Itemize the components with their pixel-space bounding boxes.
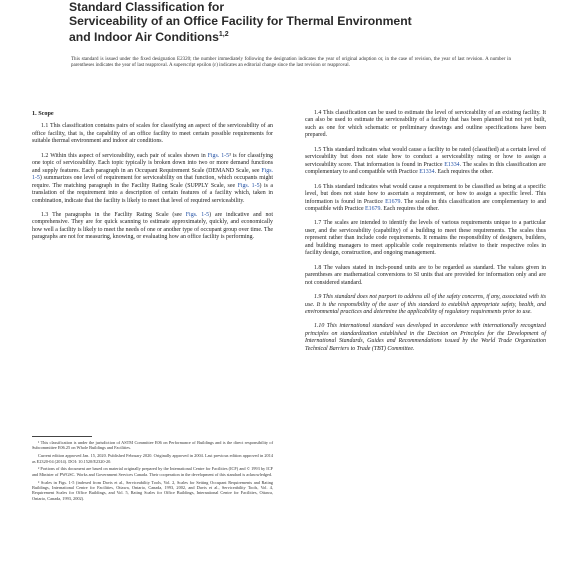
paragraph-text: 1.5 This standard indicates what would cause a facility to be rated (classified) at a certain level of serviceability but does not state how to conduct a serviceability rating or how to assign a serviceability score. That information is found in Practice [305, 146, 546, 168]
footnote: ² Portions of this document are based on material originally prepared by the International Centre for Facilities (ICF) and © 1993 by ICF and Minister of PWGSC. Works and Government Services Canada. Their cooperation in the development of this standard is acknowledged. [32, 466, 273, 477]
paragraph [305, 110, 546, 140]
paragraph [32, 123, 273, 145]
left-paragraphs [32, 123, 273, 241]
paragraph [32, 153, 273, 205]
right-column [305, 110, 546, 360]
paragraph [305, 294, 546, 316]
paragraph-text: ) summarizes one level of requirement for serviceability on that function, which occupants might require. The matching paragraph in the Facility Rating Scale (SUPPLY Scale, see [32, 175, 273, 189]
paragraph [305, 184, 546, 214]
title-line-2: Serviceability of an Office Facility for Thermal Environment [69, 14, 412, 28]
document-title [69, 0, 539, 44]
paragraph-text: . Each requires the other. [434, 169, 494, 176]
cross-reference-link[interactable]: E1679 [365, 205, 381, 212]
cross-reference-link[interactable]: Figs. 1-5 [32, 167, 273, 182]
title-line-1: Standard Classification for [69, 0, 225, 14]
cross-reference-link[interactable]: E1334 [444, 161, 460, 168]
footnote: ³ Scales in Figs. 1-5 (indexed from Davis et al., Serviceability Tools, Vol. 2, Scales for Setting Occupant Requirements and Rating Buildings, International Centre for Facilities, Ottawa, Ontario, Canada, 1993, 2002, and Davis et al., Serviceability Tools, Vol. 4, Requirement Scales for Office Buildings, and Vol. 5, Rating Scales for Office Buildings, International Centre for Facilities, Ottawa, Ontario, Canada, 1993, 2002). [32, 479, 273, 501]
cross-reference-link[interactable]: Figs. 1-5 [207, 152, 230, 159]
cross-reference-link[interactable]: E1334 [419, 169, 435, 176]
paragraph [305, 220, 546, 257]
paragraph-text: 1.1 This classification contains pairs of scales for classifying an aspect of the serviceability of an office facility, that is, the capability of an office facility to meet certain possible requirements for suitable thermal environment and indoor air conditions. [32, 123, 273, 145]
section-heading [32, 110, 273, 117]
paragraph-text: ) is a translation of the requirement into a description of certain features of a facility which, taken in combination, indicate that the facility is likely to meet that level of required serviceability. [32, 182, 274, 204]
cross-reference-link[interactable]: Figs. 1-5 [185, 211, 210, 218]
paragraph-text: . The scales in this classification are complementary to and compatible with Practice [305, 161, 546, 176]
section-number: 1. [32, 110, 37, 117]
cross-reference-link[interactable]: E1679 [385, 198, 401, 205]
paragraph-text: 1.10 This international standard was developed in accordance with internationally recognized principles on standardization established in the Decision on Principles for the Development of International Standards, Guides and Recommendations issued by the World Trade Organization Technical Barriers to Trade (TBT) Committee. [305, 323, 546, 352]
paragraph-text: 1.3 The paragraphs in the Facility Rating Scale (see [41, 211, 186, 218]
title-line-3-text: and Indoor Air Conditions [69, 30, 219, 45]
paragraph-text: 1.2 Within this aspect of serviceability, each pair of scales shown in [41, 152, 208, 159]
title-line-3 [69, 28, 539, 44]
footnotes [32, 440, 273, 504]
paragraph [32, 212, 273, 242]
section-title: Scope [38, 110, 54, 117]
cross-reference-link[interactable]: Figs. 1-5 [237, 182, 260, 189]
footnote: ¹ This classification is under the jurisdiction of ASTM Committee E06 on Performance of Buildings and is the direct responsibility of Subcommittee E06.25 on Whole Buildings and Facilities. [32, 440, 273, 451]
paragraph-text: 1.8 The values stated in inch-pound units are to be regarded as standard. The values given in parentheses are mathematical conversions to SI units that are provided for information only and are not considered standard. [305, 264, 546, 286]
footnote-divider [32, 436, 92, 437]
paragraph [305, 323, 546, 353]
paragraph [305, 265, 546, 287]
paragraph-text: 1.4 This classification can be used to estimate the level of serviceability of an existing facility. It can also be used to estimate the serviceability of a facility that has been planned but not yet built, such as one for which schematic or preliminary drawings and outline specifications have been prepared. [305, 110, 546, 139]
footnote: Current edition approved Jan. 15, 2020. Published February 2020. Originally approved in 2004. Last previous edition approved in 2014 as E2320-04 (2014). DOI: 10.1520/E2320-20. [32, 453, 273, 464]
left-column [32, 110, 273, 249]
right-paragraphs [305, 110, 546, 353]
paragraph-text: . The scales in this classification are complementary to and compatible with Practice [305, 198, 546, 212]
paragraph-text: . Each requires the other. [380, 205, 439, 212]
title-footnote-marker: 1,2 [218, 31, 229, 38]
designation-note: This standard is issued under the fixed designation E2320; the number immediately following the designation indicates the year of original adoption or, in the case of revision, the year of last revision. A number in parentheses indicates the year of last reapproval. A superscript epsilon (ε) indicates an editorial change since the last revision or reapproval. [71, 57, 511, 69]
paragraph-text: ³ is for classifying one topic of serviceability. Each topic typically is broken down into two or more demand functions and supply features. Each paragraph in an Occupant Requirement Scale (DEMAND Scale, see [32, 152, 273, 174]
paragraph-text: 1.7 The scales are intended to identify the levels of various requirements unique to a particular user, and the serviceability (capability) of a building to meet these requirements. The scales thus represent rather than include code requirements. It remains the responsibility of designers, builders, and building managers to meet applicable code requirements relative to their respective roles in facility design, construction, and ongoing management. [305, 220, 546, 257]
paragraph-text: ) are indicative and not comprehensive. They are for quick scanning to estimate approximately, quickly, and economically how well a facility is likely to meet the needs of one or another type of occupant group over time. The paragraphs are not for measuring, knowing, or evaluating how an office facility is performing. [32, 211, 273, 241]
paragraph-text: 1.9 This standard does not purport to address all of the safety concerns, if any, associated with its use. It is the responsibility of the user of this standard to establish appropriate safety, health, and environmental practices and determine the applicability of regulatory requirements prior to use. [305, 294, 546, 315]
paragraph-text: 1.6 This standard indicates what would cause a requirement to be classified as being at a specific level, but does not state how to ascertain a requirement, or how to assign a specific level. This information is found in Practice [305, 183, 546, 205]
paragraph [305, 147, 546, 177]
